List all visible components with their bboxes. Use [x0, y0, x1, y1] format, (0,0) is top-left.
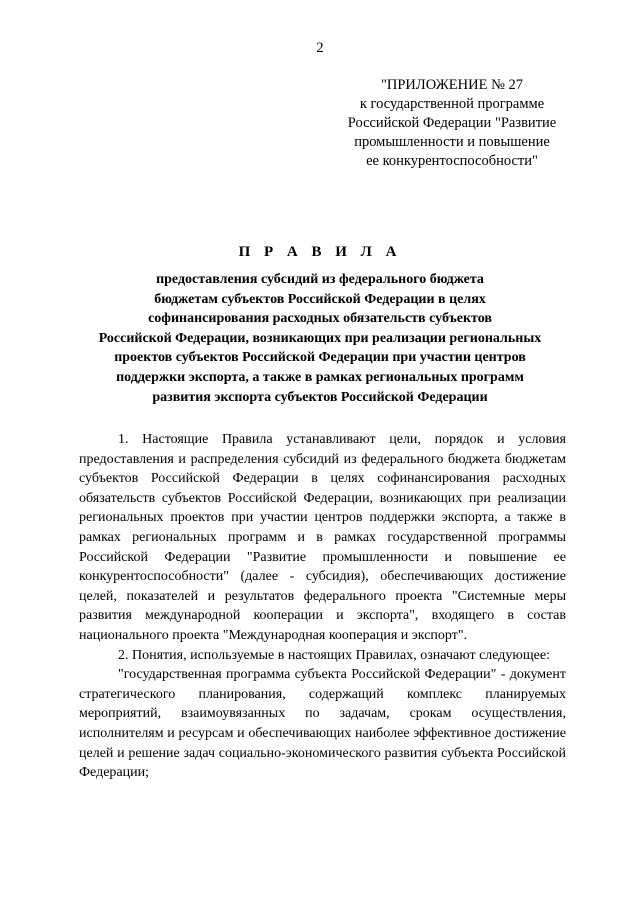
paragraph-2: 2. Понятия, используемые в настоящих Правилах, означают следующее: [118, 647, 550, 663]
document-body [79, 430, 566, 783]
appendix-line: промышленности и повышение [354, 134, 550, 150]
appendix-line: "ПРИЛОЖЕНИЕ № 27 [380, 77, 524, 93]
subtitle-line: поддержки экспорта, а также в рамках региональных программ [116, 369, 524, 385]
subtitle-line: развития экспорта субъектов Российской Федерации [152, 389, 488, 405]
document-title: П Р А В И Л А [238, 244, 402, 260]
page-number: 2 [316, 40, 324, 56]
document-subtitle [74, 270, 566, 407]
subtitle-line: предоставления субсидий из федерального бюджета [156, 272, 484, 287]
paragraph-1: 1. Настоящие Правила устанавливают цели, порядок и условия предоставления и распределения субсидий из федерального бюджета бюджетам субъектов Российской Федерации в целях софинансирования расходных обязательств субъектов Российской Федерации, возникающих при реализации региональных проектов при участии центров поддержки экспорта, а также в рамках региональных программ и в рамках государственной программы Российской Федерации "Развитие промышленности и повышение ее конкурентоспособности" (далее - субсидия), обеспечивающих достижение целей, показателей и результатов федерального проекта "Системные меры развития международной кооперации и экспорта", входящего в состав национального проекта "Международная кооперация и экспорт". [79, 432, 566, 643]
paragraph-definition: "государственная программа субъекта Российской Федерации" - документ стратегического планирования, содержащий комплекс планируемых мероприятий, взаимоувязанных по задачам, срокам осуществления, исполнителям и ресурсам и обеспечивающих наиболее эффективное достижение целей и решение задач социально-экономического развития субъекта Российской Федерации; [79, 667, 566, 781]
subtitle-line: софинансирования расходных обязательств субъектов [148, 311, 492, 327]
appendix-line: ее конкурентоспособности" [366, 153, 538, 169]
appendix-line: Российской Федерации "Развитие [347, 115, 557, 131]
subtitle-line: бюджетам субъектов Российской Федерации в целях [154, 291, 486, 307]
subtitle-line: проектов субъектов Российской Федерации при участии центров [114, 350, 526, 366]
appendix-line: к государственной программе [359, 96, 545, 112]
appendix-heading [318, 76, 586, 171]
subtitle-line: Российской Федерации, возникающих при реализации региональных [98, 330, 542, 346]
